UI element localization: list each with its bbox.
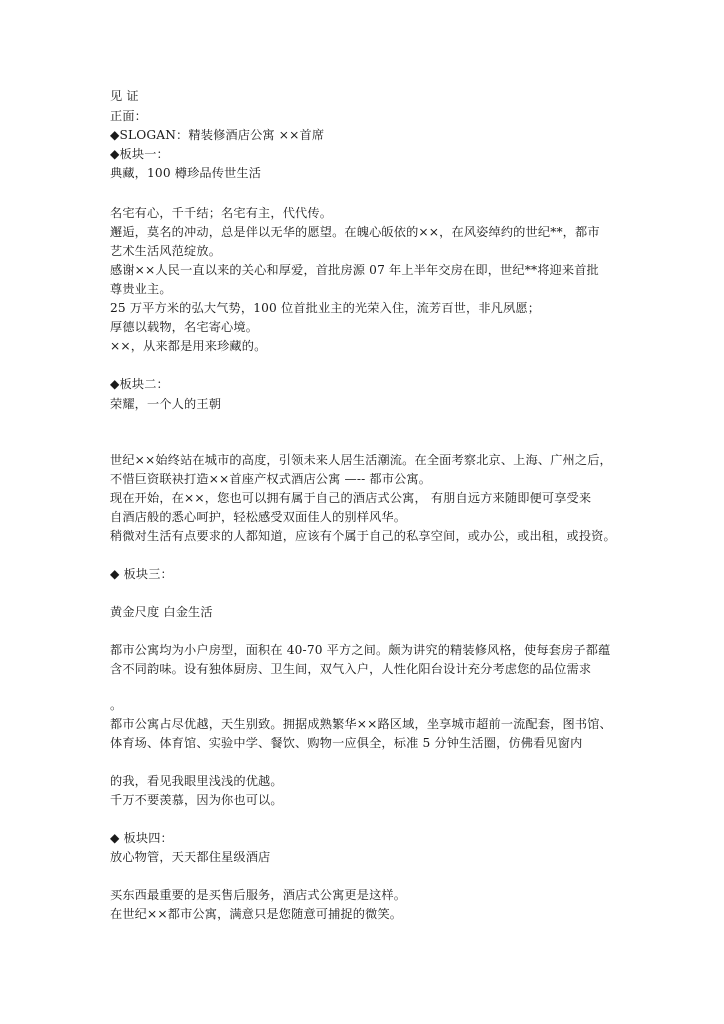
section-4-heading: ◆ 板块四：: [110, 831, 173, 845]
section-2-heading: ◆板块二：: [110, 377, 169, 391]
paragraph-line: 。: [110, 698, 123, 712]
paragraph-line: 世纪××始终站在城市的高度，引领未来人居生活潮流。在全面考察北京、上海、广州之后，: [110, 453, 612, 467]
paragraph-line: 25 万平方米的弘大气势，100 位首批业主的光荣入住，流芳百世，非凡夙愿；: [110, 301, 541, 315]
paragraph-line: 邂逅，莫名的冲动，总是伴以无华的愿望。在魄心皈依的××，在风姿绰约的世纪**，都市: [110, 225, 600, 239]
paragraph-line: 尊贵业主。: [110, 282, 172, 296]
paragraph-line: 体育场、体育馆、实验中学、餐饮、购物一应俱全，标准 5 分钟生活圈，仿佛看见窗内: [110, 736, 583, 750]
section-1-heading: ◆板块一：: [110, 147, 169, 161]
section-4-subtitle: 放心物管，天天都住星级酒店: [110, 850, 271, 864]
section-3-subtitle: 黄金尺度 白金生活: [110, 605, 213, 619]
paragraph-line: 千万不要羡慕，因为你也可以。: [110, 793, 283, 807]
paragraph-line: 现在开始，在××，您也可以拥有属于自己的酒店式公寓， 有朋自远方来随即便可享受来: [110, 491, 592, 505]
paragraph-line: 都市公寓均为小户房型，面积在 40-70 平方之间。颇为讲究的精装修风格，使每套房子都蕴: [110, 643, 611, 657]
paragraph-line: 含不同韵味。设有独体厨房、卫生间，双气入户，人性化阳台设计充分考虑您的品位需求: [110, 662, 592, 676]
paragraph-line: 厚德以载物，名宅寄心境。: [110, 320, 259, 334]
paragraph-line: 买东西最重要的是买售后服务，酒店式公寓更是这样。: [110, 888, 407, 902]
paragraph-line: 不惜巨资联袂打造××首座产权式酒店公寓 —-- 都市公寓。: [110, 472, 432, 486]
paragraph-line: 都市公寓占尽优越，天生别致。拥据成熟繁华××路区域，坐享城市超前一流配套，图书馆、: [110, 717, 612, 731]
paragraph-line: 自酒店般的悉心呵护，轻松感受双面佳人的别样风华。: [110, 510, 407, 524]
paragraph-line: ××，从来都是用来珍藏的。: [110, 339, 267, 353]
paragraph-line: 在世纪××都市公寓，满意只是您随意可捕捉的微笑。: [110, 907, 403, 921]
paragraph-line: 艺术生活风范绽放。: [110, 244, 222, 258]
section-2-subtitle: 荣耀，一个人的王朝: [110, 397, 222, 411]
paragraph-line: 的我，看见我眼里浅浅的优越。: [110, 774, 283, 788]
paragraph-line: 名宅有心，千千结；名宅有主，代代传。: [110, 206, 333, 220]
paragraph-line: 稍微对生活有点要求的人都知道，应该有个属于自己的私享空间，或办公，或出租，或投资。: [110, 529, 616, 543]
front-label: 正面：: [110, 109, 148, 123]
section-1-subtitle: 典藏，100 樽珍品传世生活: [110, 166, 262, 180]
section-3-heading: ◆ 板块三：: [110, 567, 173, 581]
slogan-line: ◆SLOGAN：精装修酒店公寓 ××首席: [110, 128, 325, 142]
paragraph-line: 感谢××人民一直以来的关心和厚爱，首批房源 07 年上半年交房在即，世纪**将迎来首批: [110, 263, 599, 277]
doc-heading: 见 证: [110, 89, 139, 103]
